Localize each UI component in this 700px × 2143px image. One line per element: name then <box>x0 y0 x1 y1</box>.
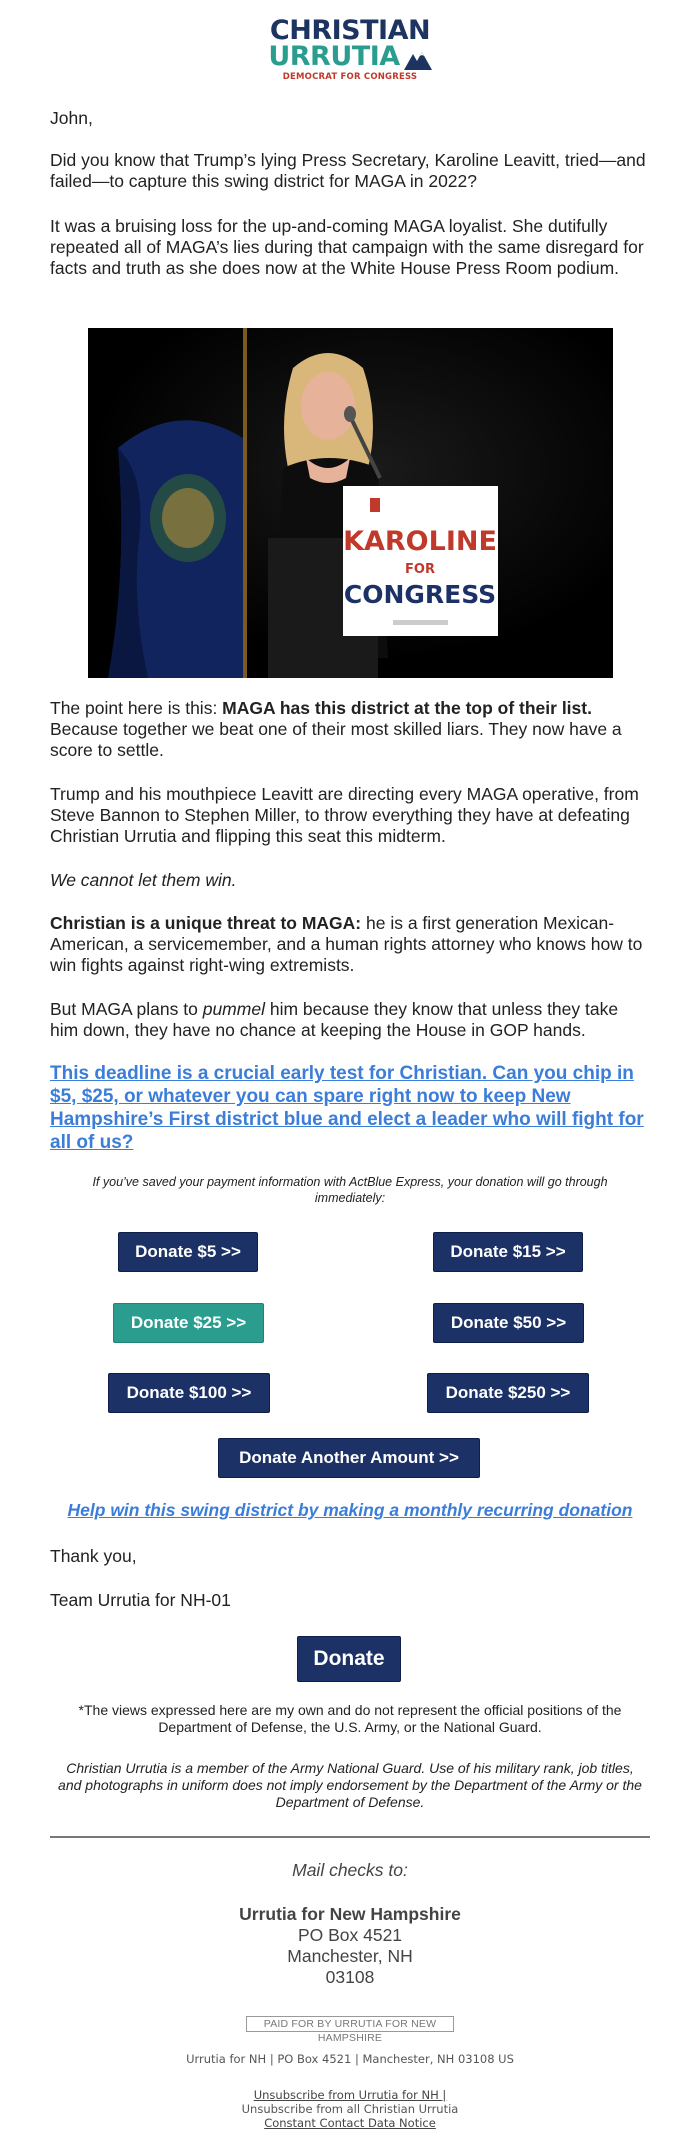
mail-checks-label <box>0 1860 700 1881</box>
donate-15-button[interactable]: Donate $15 >> <box>433 1232 583 1272</box>
hero-photo <box>88 328 613 678</box>
paragraph-7-a: But MAGA plans to <box>50 999 203 1019</box>
hero-illustration <box>88 328 613 678</box>
mail-line-3 <box>0 1967 700 1988</box>
unsubscribe-urrutia[interactable] <box>0 2088 700 2102</box>
logo-tagline: DEMOCRAT FOR CONGRESS <box>282 72 418 82</box>
data-notice-link[interactable]: Constant Contact Data Notice <box>264 2116 436 2130</box>
mail-line-1 <box>0 1925 700 1946</box>
paragraph-2: It was a bruising loss for the up-and-coming MAGA loyalist. She dutifully repeated all of MAGA’s lies during that campaign with the same disregard for facts and truth as she does now at the White House Press Room podium. <box>50 216 644 278</box>
paragraph-3-rest: Because together we beat one of their most skilled liars. They now have a score to settle. <box>50 719 622 760</box>
donate-250-button[interactable]: Donate $250 >> <box>427 1373 589 1413</box>
logo-first-name: CHRISTIAN <box>269 15 431 46</box>
data-notice[interactable] <box>0 2116 700 2130</box>
campaign-logo <box>0 15 700 82</box>
donation-ask-link[interactable]: This deadline is a crucial early test for Christian. Can you chip in $5, $25, or whatever you can spare right now to keep New Hampshire’s First district blue and elect a leader who will fight for all of us? <box>50 1063 644 1153</box>
paragraph-1: Did you know that Trump’s lying Press Secretary, Karoline Leavitt, tried—and failed—to capture this swing district for MAGA in 2022? <box>50 150 646 191</box>
disclaimer-views: *The views expressed here are my own and do not represent the official positions of the Department of Defense, the U.S. Army, or the National Guard. <box>78 1702 622 1735</box>
paragraph-3-lead: The point here is this: <box>50 698 223 718</box>
donate-100-button[interactable]: Donate $100 >> <box>108 1373 270 1413</box>
disclaimer-military: Christian Urrutia is a member of the Army National Guard. Use of his military rank, job titles, and photographs in uniform does not imply endorsement by the Department of the Army or the Department of Defense. <box>58 1760 642 1810</box>
footer-address: Urrutia for NH | PO Box 4521 | Manchester, NH 03108 US <box>186 2052 514 2066</box>
paid-for-disclaimer: PAID FOR BY URRUTIA FOR NEW HAMPSHIRE <box>246 2016 454 2032</box>
mail-name-text: Urrutia for New Hampshire <box>239 1904 461 1924</box>
paragraph-3 <box>50 698 650 761</box>
paragraph-5-italic: We cannot let them win. <box>50 870 237 890</box>
donate-5-button[interactable]: Donate $5 >> <box>118 1232 258 1272</box>
mail-line-3-text: 03108 <box>325 1967 375 1987</box>
paragraph-5 <box>50 870 650 891</box>
signoff: Team Urrutia for NH-01 <box>50 1590 231 1610</box>
donate-other-amount-button[interactable]: Donate Another Amount >> <box>218 1438 480 1478</box>
donate-50-button[interactable]: Donate $50 >> <box>433 1303 584 1343</box>
sign-line-1: KAROLINE <box>343 526 497 557</box>
thank-you: Thank you, <box>50 1546 137 1566</box>
unsubscribe-all-link[interactable]: Unsubscribe from all Christian Urrutia <box>241 2102 459 2116</box>
divider <box>50 1836 650 1838</box>
greeting: John, <box>50 108 93 128</box>
donate-25-button[interactable]: Donate $25 >> <box>113 1303 264 1343</box>
monthly-donation-link[interactable]: Help win this swing district by making a monthly recurring donation <box>67 1500 633 1520</box>
donate-button[interactable]: Donate <box>297 1636 401 1682</box>
unsubscribe-urrutia-link[interactable]: Unsubscribe from Urrutia for NH | <box>253 2088 447 2102</box>
paragraph-3-bold: MAGA has this district at the top of their list. <box>222 698 592 718</box>
logo-last-name: URRUTIA <box>268 41 400 72</box>
paragraph-6-bold: Christian is a unique threat to MAGA: <box>50 913 362 933</box>
sign-line-3: CONGRESS <box>343 580 497 609</box>
logo-last-name-row <box>268 41 431 72</box>
paragraph-6-rest: he is a first generation Mexican-American, a servicemember, and a human rights attorney who knows how to win fights against right-wing extremists. <box>50 913 643 975</box>
paragraph-4: Trump and his mouthpiece Leavitt are directing every MAGA operative, from Steve Bannon to Stephen Miller, to throw everything they have at defeating Christian Urrutia and flipping this seat this midterm. <box>50 784 639 846</box>
paragraph-6 <box>50 913 650 976</box>
paragraph-7-b: him because they know that unless they take him down, they have no chance at keeping the House in GOP hands. <box>50 999 619 1040</box>
paragraph-7 <box>50 999 650 1041</box>
mail-line-2 <box>0 1946 700 1967</box>
mail-line-2-text: Manchester, NH <box>287 1946 413 1966</box>
mail-name <box>0 1904 700 1925</box>
unsubscribe-all[interactable] <box>0 2102 700 2116</box>
paragraph-7-italic: pummel <box>202 999 265 1019</box>
mountain-icon <box>404 50 432 70</box>
sign-line-2: FOR <box>405 562 435 577</box>
mail-label-text: Mail checks to: <box>292 1860 408 1880</box>
mail-line-1-text: PO Box 4521 <box>297 1925 403 1945</box>
actblue-express-note: If you’ve saved your payment information with ActBlue Express, your donation will go through immediately: <box>92 1175 608 1205</box>
